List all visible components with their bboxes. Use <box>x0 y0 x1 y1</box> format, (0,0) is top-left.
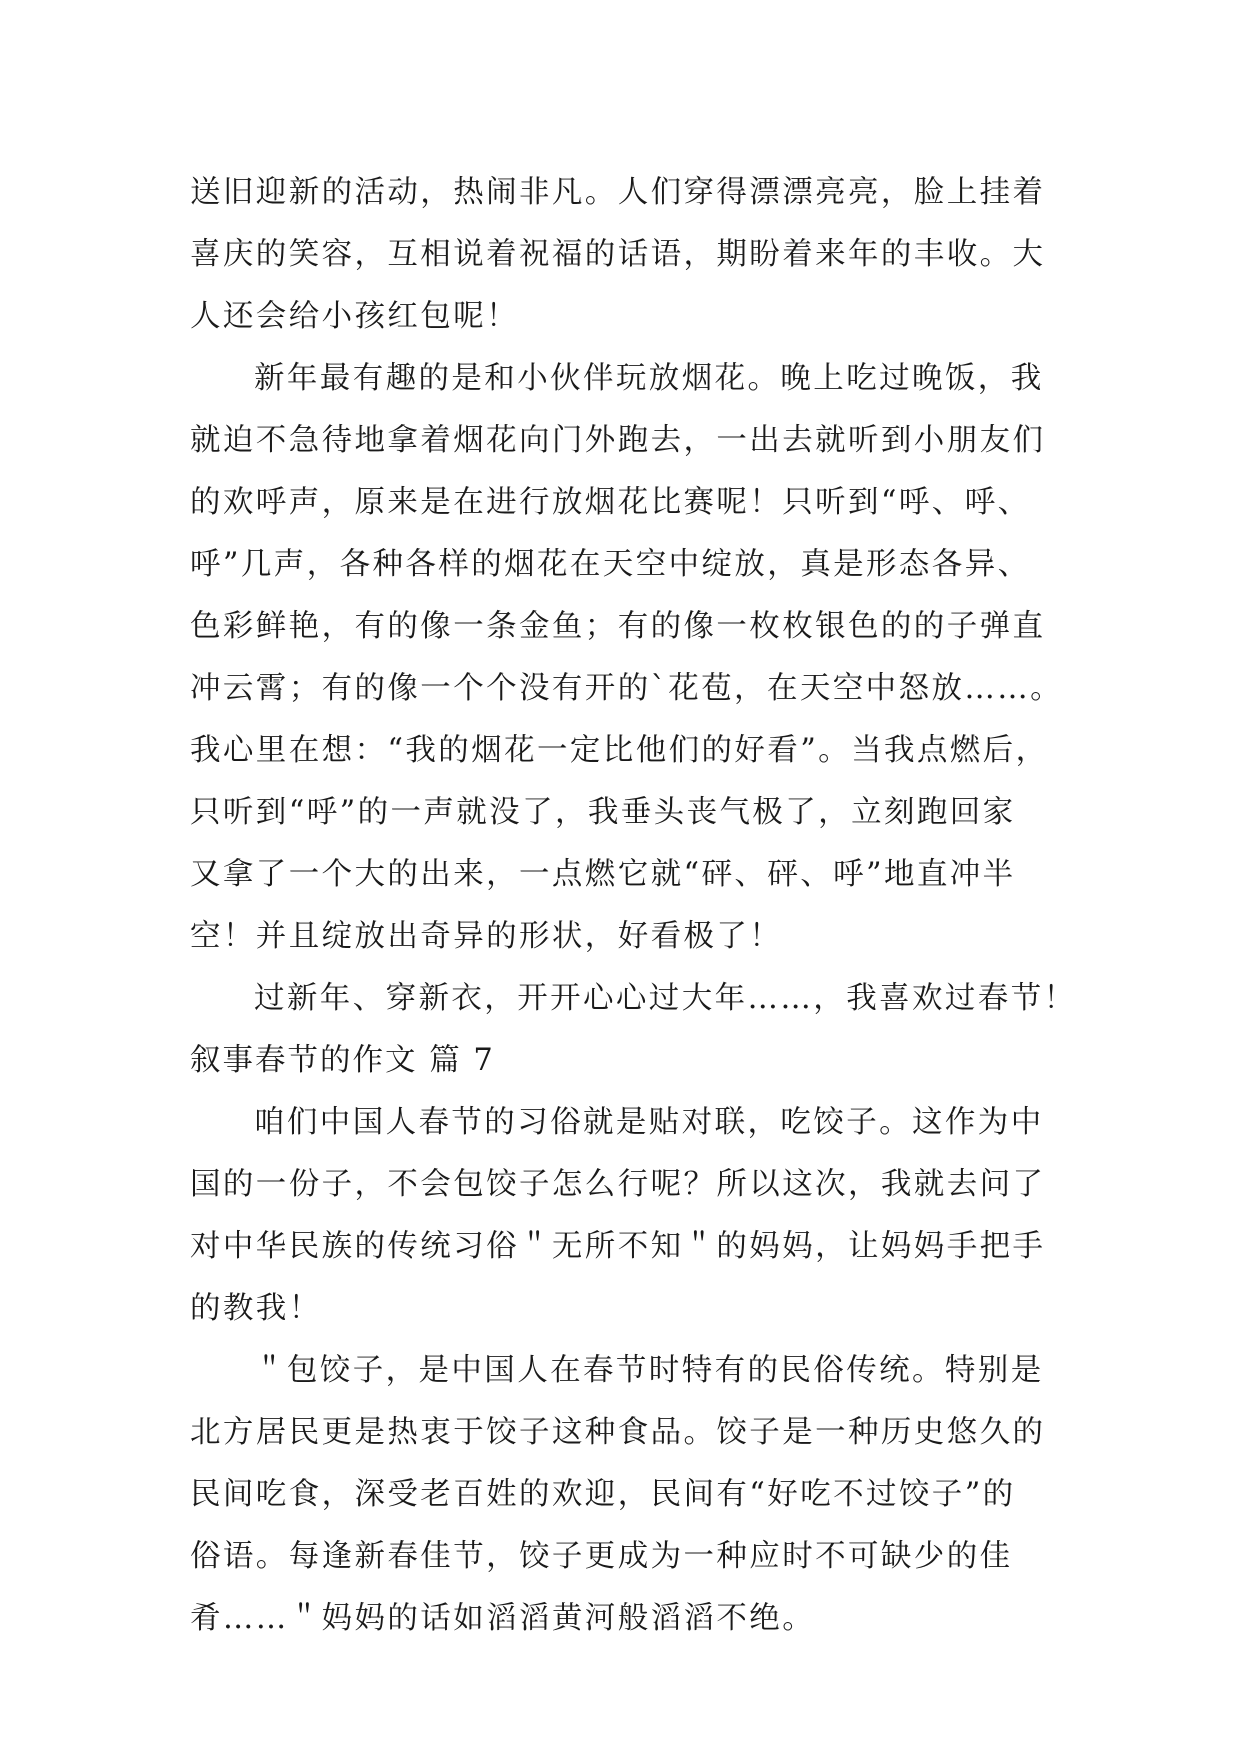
text-line: 送旧迎新的活动，热闹非凡。人们穿得漂漂亮亮，脸上挂着 <box>190 175 1046 210</box>
text-line: 就迫不急待地拿着烟花向门外跑去，一出去就听到小朋友们 <box>190 423 1046 458</box>
text-line: 的欢呼声，原来是在进行放烟花比赛呢！只听到“呼、呼、 <box>190 485 1031 520</box>
text-line: 呼”几声，各种各样的烟花在天空中绽放，真是形态各异、 <box>190 547 1031 582</box>
text-line: 冲云霄；有的像一个个没有开的`花苞，在天空中怒放……。 <box>190 671 1064 706</box>
text-line: 我心里在想：“我的烟花一定比他们的好看”。当我点燃后， <box>190 733 1049 768</box>
text-line: 又拿了一个大的出来，一点燃它就“砰、砰、呼”地直冲半 <box>190 857 1016 892</box>
paragraph-start-line: 咱们中国人春节的习俗就是贴对联，吃饺子。这作为中 <box>254 1105 1044 1140</box>
text-line: 民间吃食，深受老百姓的欢迎，民间有“好吃不过饺子”的 <box>190 1477 1016 1512</box>
paragraph-start-line: 新年最有趣的是和小伙伴玩放烟花。晚上吃过晚饭，我 <box>254 361 1044 396</box>
text-line: 色彩鲜艳，有的像一条金鱼；有的像一枚枚银色的的子弹直 <box>190 609 1046 644</box>
text-line: 空！并且绽放出奇异的形状，好看极了！ <box>190 919 783 954</box>
text-line: 肴……＂妈妈的话如滔滔黄河般滔滔不绝。 <box>190 1601 816 1636</box>
paragraph-start-line: 过新年、穿新衣，开开心心过大年……，我喜欢过春节！ <box>254 981 1077 1016</box>
paragraph-start-line: ＂包饺子，是中国人在春节时特有的民俗传统。特别是 <box>254 1353 1044 1388</box>
text-line: 国的一份子，不会包饺子怎么行呢？所以这次，我就去问了 <box>190 1167 1046 1202</box>
text-line: 喜庆的笑容，互相说着祝福的话语，期盼着来年的丰收。大 <box>190 237 1046 272</box>
text-line: 的教我！ <box>190 1291 322 1326</box>
text-line: 只听到“呼”的一声就没了，我垂头丧气极了，立刻跑回家 <box>190 795 1016 830</box>
text-line: 人还会给小孩红包呢！ <box>190 299 519 334</box>
text-line: 对中华民族的传统习俗＂无所不知＂的妈妈，让妈妈手把手 <box>190 1229 1046 1264</box>
text-line: 俗语。每逢新春佳节，饺子更成为一种应时不可缺少的佳 <box>190 1539 1013 1574</box>
article-body <box>190 162 1077 1650</box>
section-heading: 叙事春节的作文 篇 7 <box>190 1043 495 1078</box>
text-line: 北方居民更是热衷于饺子这种食品。饺子是一种历史悠久的 <box>190 1415 1046 1450</box>
